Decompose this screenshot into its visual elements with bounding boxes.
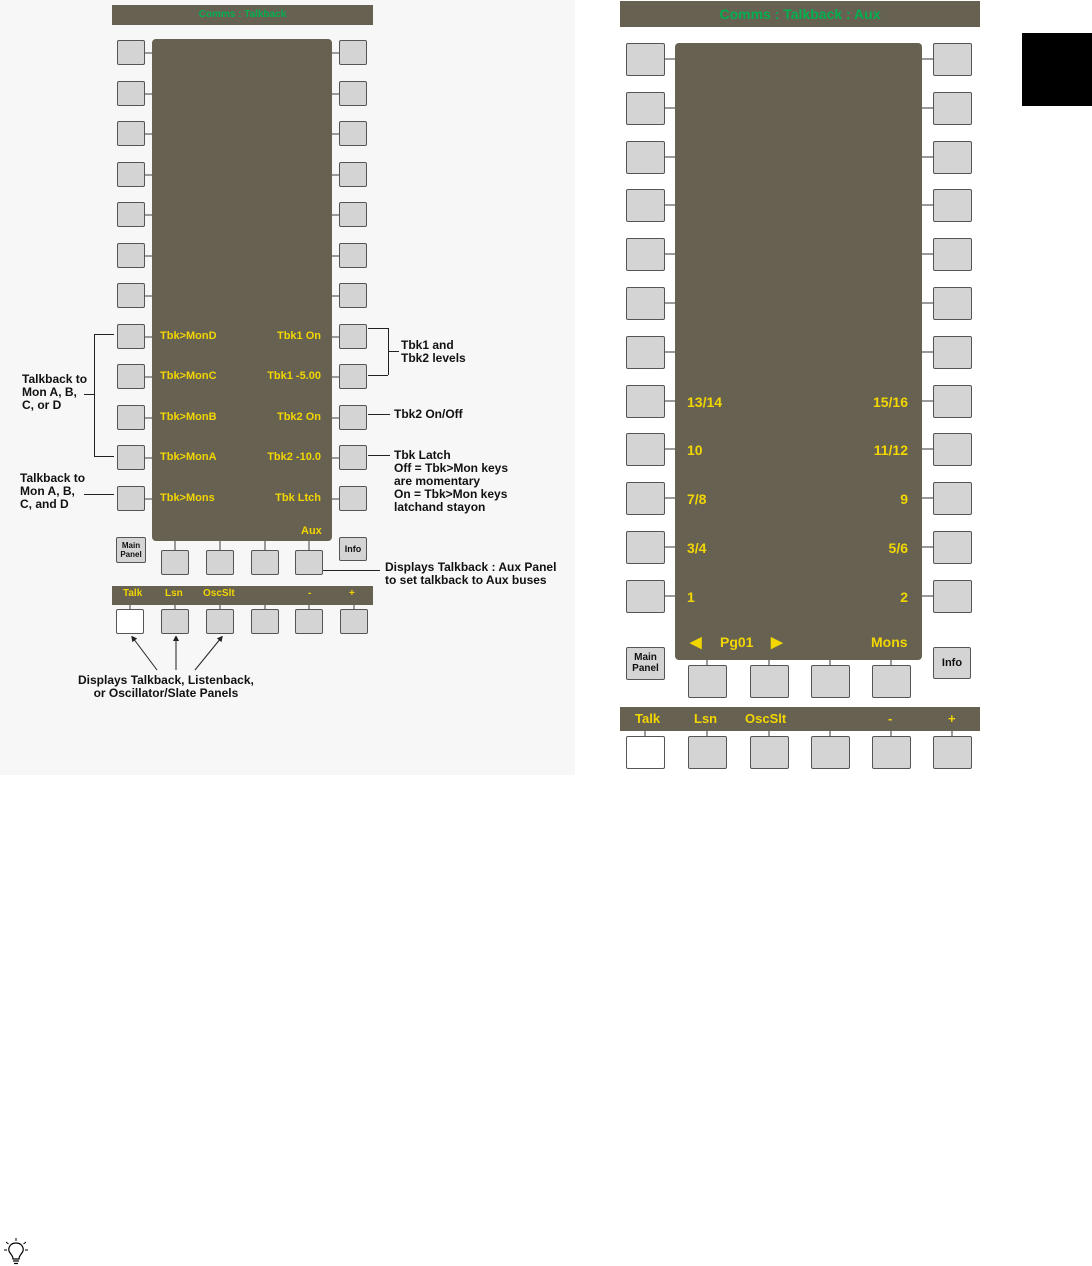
annotation-talkback-or: Talkback to Mon A, B, C, or D <box>22 372 88 412</box>
left-display <box>152 39 332 541</box>
softkey-tick <box>308 605 310 609</box>
display-softkey-bottom-2[interactable] <box>206 550 234 575</box>
softkey-tick <box>829 731 831 736</box>
display-softkey-bottom-3[interactable] <box>251 550 279 575</box>
softkey-tick <box>665 204 675 206</box>
left-softkey-2[interactable] <box>626 92 665 125</box>
left-softkey-9[interactable] <box>626 433 665 466</box>
softkey-tick <box>145 133 152 135</box>
left-softkey-label: Tbk>MonB <box>160 411 217 423</box>
lightbulb-icon <box>4 1238 28 1266</box>
left-softkey-10[interactable] <box>626 482 665 515</box>
left-softkey-9[interactable] <box>117 364 145 389</box>
softkey-tick <box>922 546 933 548</box>
left-function-key-4[interactable] <box>251 609 279 634</box>
left-softkey-8[interactable] <box>117 324 145 349</box>
right-bar-label-1: Talk <box>635 711 661 726</box>
info-button[interactable]: Info <box>933 647 971 679</box>
softkey-tick <box>665 107 675 109</box>
softkey-tick <box>665 302 675 304</box>
softkey-tick <box>768 731 770 736</box>
right-bar-label-2: Lsn <box>694 711 718 726</box>
softkey-tick <box>922 595 933 597</box>
display-softkey-bottom-1[interactable] <box>161 550 189 575</box>
right-softkey-9[interactable] <box>339 364 367 389</box>
right-softkey-label: Tbk2 On <box>276 411 321 423</box>
mons-label: Mons <box>871 634 908 650</box>
annotation-tbk2-onoff: Tbk2 On/Off <box>394 407 463 421</box>
softkey-tick <box>951 731 953 736</box>
softkey-tick <box>665 351 675 353</box>
softkey-tick <box>922 302 933 304</box>
left-softkey-label: 10 <box>687 442 703 458</box>
left-softkey-12[interactable] <box>626 580 665 613</box>
annotation-aux-panel: Displays Talkback : Aux Panel to set talkback to Aux buses <box>385 560 557 587</box>
right-softkey-11[interactable] <box>933 531 972 564</box>
main-panel-button[interactable]: Main Panel <box>116 537 146 563</box>
softkey-tick <box>145 498 152 500</box>
left-function-bar <box>112 586 373 605</box>
left-softkey-6[interactable] <box>626 287 665 320</box>
right-softkey-12[interactable] <box>339 486 367 511</box>
left-softkey-label: Tbk>Mons <box>160 492 215 504</box>
left-function-key-1[interactable] <box>116 609 144 634</box>
display-softkey-bottom-4[interactable] <box>295 550 323 575</box>
left-softkey-7[interactable] <box>626 336 665 369</box>
softkey-tick <box>264 541 266 550</box>
display-softkey-bottom-1[interactable] <box>688 665 727 698</box>
softkey-tick <box>665 546 675 548</box>
display-softkey-bottom-3[interactable] <box>811 665 850 698</box>
softkey-tick <box>219 541 221 550</box>
left-softkey-11[interactable] <box>117 445 145 470</box>
right-bar-label-5: + <box>948 711 956 726</box>
softkey-tick <box>665 156 675 158</box>
left-softkey-3[interactable] <box>626 141 665 174</box>
right-panel-title: Comms : Talkback : Aux <box>620 1 980 27</box>
softkey-tick <box>332 214 339 216</box>
softkey-tick <box>332 93 339 95</box>
left-function-key-3[interactable] <box>206 609 234 634</box>
softkey-tick <box>922 351 933 353</box>
right-softkey-1[interactable] <box>933 43 972 76</box>
right-function-key-2[interactable] <box>688 736 727 769</box>
right-softkey-3[interactable] <box>933 141 972 174</box>
softkey-tick <box>353 605 355 609</box>
right-softkey-3[interactable] <box>339 121 367 146</box>
annotation-tbk-levels: Tbk1 and Tbk2 levels <box>401 338 466 365</box>
left-softkey-label: Tbk>MonD <box>160 330 217 342</box>
left-softkey-1[interactable] <box>626 43 665 76</box>
right-softkey-7[interactable] <box>339 283 367 308</box>
softkey-tick <box>332 457 339 459</box>
softkey-tick <box>332 52 339 54</box>
softkey-tick <box>644 731 646 736</box>
softkey-tick <box>145 457 152 459</box>
right-function-key-4[interactable] <box>811 736 850 769</box>
left-softkey-12[interactable] <box>117 486 145 511</box>
softkey-tick <box>145 174 152 176</box>
right-softkey-label: 9 <box>900 491 908 507</box>
right-softkey-label: Tbk1 -5.00 <box>267 370 321 382</box>
left-function-key-5[interactable] <box>295 609 323 634</box>
right-function-key-6[interactable] <box>933 736 972 769</box>
right-softkey-7[interactable] <box>933 336 972 369</box>
left-softkey-8[interactable] <box>626 385 665 418</box>
softkey-tick <box>665 448 675 450</box>
right-softkey-label: Tbk1 On <box>276 330 321 342</box>
left-softkey-1[interactable] <box>117 40 145 65</box>
softkey-tick <box>332 336 339 338</box>
softkey-tick <box>308 541 310 550</box>
softkey-tick <box>665 595 675 597</box>
softkey-tick <box>768 660 770 665</box>
softkey-tick <box>890 660 892 665</box>
left-softkey-2[interactable] <box>117 81 145 106</box>
right-softkey-5[interactable] <box>339 202 367 227</box>
left-softkey-label: 1 <box>687 589 695 605</box>
left-bar-label-2: Lsn <box>165 588 183 599</box>
softkey-tick <box>174 541 176 550</box>
right-softkey-label: 2 <box>900 589 908 605</box>
right-function-bar <box>620 707 980 731</box>
right-softkey-5[interactable] <box>933 238 972 271</box>
softkey-tick <box>829 660 831 665</box>
chapter-tab <box>1022 33 1092 106</box>
left-function-key-6[interactable] <box>340 609 368 634</box>
softkey-tick <box>922 497 933 499</box>
softkey-tick <box>665 400 675 402</box>
softkey-tick <box>922 253 933 255</box>
left-softkey-label: 13/14 <box>687 394 723 410</box>
left-softkey-6[interactable] <box>117 243 145 268</box>
right-softkey-6[interactable] <box>933 287 972 320</box>
softkey-tick <box>145 255 152 257</box>
left-bar-label-1: Talk <box>123 588 143 599</box>
annotation-arrows <box>125 636 235 674</box>
softkey-tick <box>174 605 176 609</box>
softkey-tick <box>129 605 131 609</box>
right-bar-label-4: - <box>888 711 893 726</box>
left-bar-label-3: OscSlt <box>203 588 235 599</box>
softkey-tick <box>332 133 339 135</box>
right-softkey-10[interactable] <box>339 405 367 430</box>
right-softkey-label: 11/12 <box>873 442 908 458</box>
softkey-tick <box>145 336 152 338</box>
softkey-tick <box>665 253 675 255</box>
right-softkey-11[interactable] <box>339 445 367 470</box>
page-label: Pg01 <box>720 634 754 650</box>
softkey-tick <box>332 376 339 378</box>
left-softkey-label: Tbk>MonA <box>160 451 217 463</box>
left-softkey-label: 7/8 <box>687 491 707 507</box>
right-function-key-5[interactable] <box>872 736 911 769</box>
left-bar-label-5: + <box>349 588 355 599</box>
softkey-tick <box>922 400 933 402</box>
softkey-tick <box>219 605 221 609</box>
info-button[interactable]: Info <box>339 537 367 561</box>
right-softkey-2[interactable] <box>339 81 367 106</box>
right-display <box>675 43 922 660</box>
right-function-key-1[interactable] <box>626 736 665 769</box>
annotation-tbk-latch: Tbk Latch Off = Tbk>Mon keys are momentary On = Tbk>Mon keys latchand stayon <box>394 448 509 514</box>
left-softkey-3[interactable] <box>117 121 145 146</box>
right-softkey-10[interactable] <box>933 482 972 515</box>
page-prev-arrow[interactable]: ◀ <box>690 634 702 651</box>
left-softkey-10[interactable] <box>117 405 145 430</box>
softkey-tick <box>922 204 933 206</box>
softkey-tick <box>922 107 933 109</box>
right-softkey-label: Tbk Ltch <box>275 492 321 504</box>
softkey-tick <box>922 448 933 450</box>
aux-label: Aux <box>301 525 322 537</box>
left-softkey-4[interactable] <box>626 189 665 222</box>
right-softkey-2[interactable] <box>933 92 972 125</box>
annotation-talkback-and: Talkback to Mon A, B, C, and D <box>20 471 86 511</box>
softkey-tick <box>922 58 933 60</box>
softkey-tick <box>145 295 152 297</box>
right-softkey-4[interactable] <box>933 189 972 222</box>
softkey-tick <box>145 417 152 419</box>
right-softkey-6[interactable] <box>339 243 367 268</box>
left-softkey-5[interactable] <box>626 238 665 271</box>
softkey-tick <box>706 731 708 736</box>
softkey-tick <box>264 605 266 609</box>
softkey-tick <box>332 295 339 297</box>
annotation-displays-panels: Displays Talkback, Listenback, or Oscillator/Slate Panels <box>78 673 254 700</box>
left-softkey-label: Tbk>MonC <box>160 370 217 382</box>
right-bar-label-3: OscSlt <box>745 711 787 726</box>
right-softkey-8[interactable] <box>339 324 367 349</box>
right-softkey-1[interactable] <box>339 40 367 65</box>
right-softkey-label: Tbk2 -10.0 <box>267 451 321 463</box>
left-softkey-label: 3/4 <box>687 540 707 556</box>
softkey-tick <box>145 214 152 216</box>
right-softkey-12[interactable] <box>933 580 972 613</box>
left-panel-title: Comms : Talkback <box>112 5 373 25</box>
left-function-key-2[interactable] <box>161 609 189 634</box>
softkey-tick <box>706 660 708 665</box>
display-softkey-bottom-2[interactable] <box>750 665 789 698</box>
main-panel-button[interactable]: Main Panel <box>626 647 665 680</box>
page-next-arrow[interactable]: ▶ <box>771 634 783 651</box>
softkey-tick <box>332 417 339 419</box>
right-softkey-4[interactable] <box>339 162 367 187</box>
softkey-tick <box>890 731 892 736</box>
right-function-key-3[interactable] <box>750 736 789 769</box>
left-softkey-5[interactable] <box>117 202 145 227</box>
left-bar-label-4: - <box>308 588 312 599</box>
right-softkey-8[interactable] <box>933 385 972 418</box>
softkey-tick <box>332 255 339 257</box>
softkey-tick <box>145 93 152 95</box>
display-softkey-bottom-4[interactable] <box>872 665 911 698</box>
left-softkey-4[interactable] <box>117 162 145 187</box>
left-softkey-7[interactable] <box>117 283 145 308</box>
softkey-tick <box>332 498 339 500</box>
right-softkey-9[interactable] <box>933 433 972 466</box>
softkey-tick <box>332 174 339 176</box>
left-softkey-11[interactable] <box>626 531 665 564</box>
right-softkey-label: 5/6 <box>888 540 908 556</box>
softkey-tick <box>665 497 675 499</box>
softkey-tick <box>145 376 152 378</box>
softkey-tick <box>922 156 933 158</box>
softkey-tick <box>145 52 152 54</box>
right-softkey-label: 15/16 <box>872 394 908 410</box>
softkey-tick <box>665 58 675 60</box>
